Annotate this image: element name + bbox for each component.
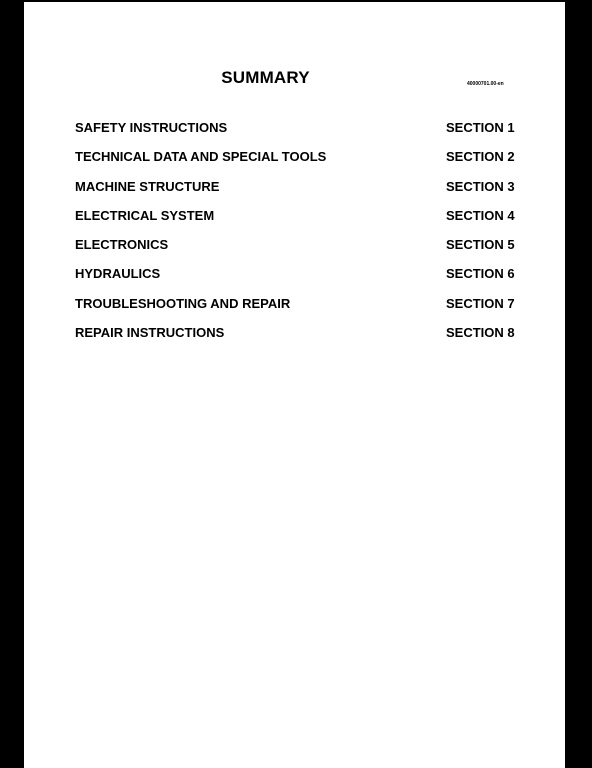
page-title: SUMMARY [221,68,310,87]
toc-entry-technical-data[interactable] [75,149,515,178]
toc-entry-section: SECTION 8 [446,325,515,341]
toc-entry-section: SECTION 2 [446,149,515,165]
toc-entry-label: TECHNICAL DATA AND SPECIAL TOOLS [75,149,327,165]
toc-entry-hydraulics[interactable] [75,266,515,295]
document-page [24,2,565,768]
toc-entry-electronics[interactable] [75,237,515,266]
toc-entry-repair-instructions[interactable] [75,325,515,354]
toc-entry-section: SECTION 3 [446,178,515,194]
toc-entry-section: SECTION 5 [446,237,515,253]
toc-entry-label: HYDRAULICS [75,266,161,282]
toc-entry-section: SECTION 4 [446,207,515,223]
toc-entry-section: SECTION 7 [446,295,515,311]
table-of-contents [75,120,515,354]
toc-entry-troubleshooting[interactable] [75,296,515,325]
toc-entry-label: REPAIR INSTRUCTIONS [75,325,225,341]
toc-entry-section: SECTION 6 [446,266,515,282]
toc-entry-label: TROUBLESHOOTING AND REPAIR [75,295,291,311]
toc-entry-label: SAFETY INSTRUCTIONS [75,120,228,135]
toc-entry-label: MACHINE STRUCTURE [75,178,220,194]
document-reference: 40000701.00-en [467,81,504,87]
toc-entry-label: ELECTRONICS [75,237,169,253]
toc-entry-machine-structure[interactable] [75,179,515,208]
toc-entry-section: SECTION 1 [446,120,515,135]
toc-entry-electrical-system[interactable] [75,208,515,237]
toc-entry-label: ELECTRICAL SYSTEM [75,207,215,223]
toc-entry-safety-instructions[interactable] [75,120,515,149]
